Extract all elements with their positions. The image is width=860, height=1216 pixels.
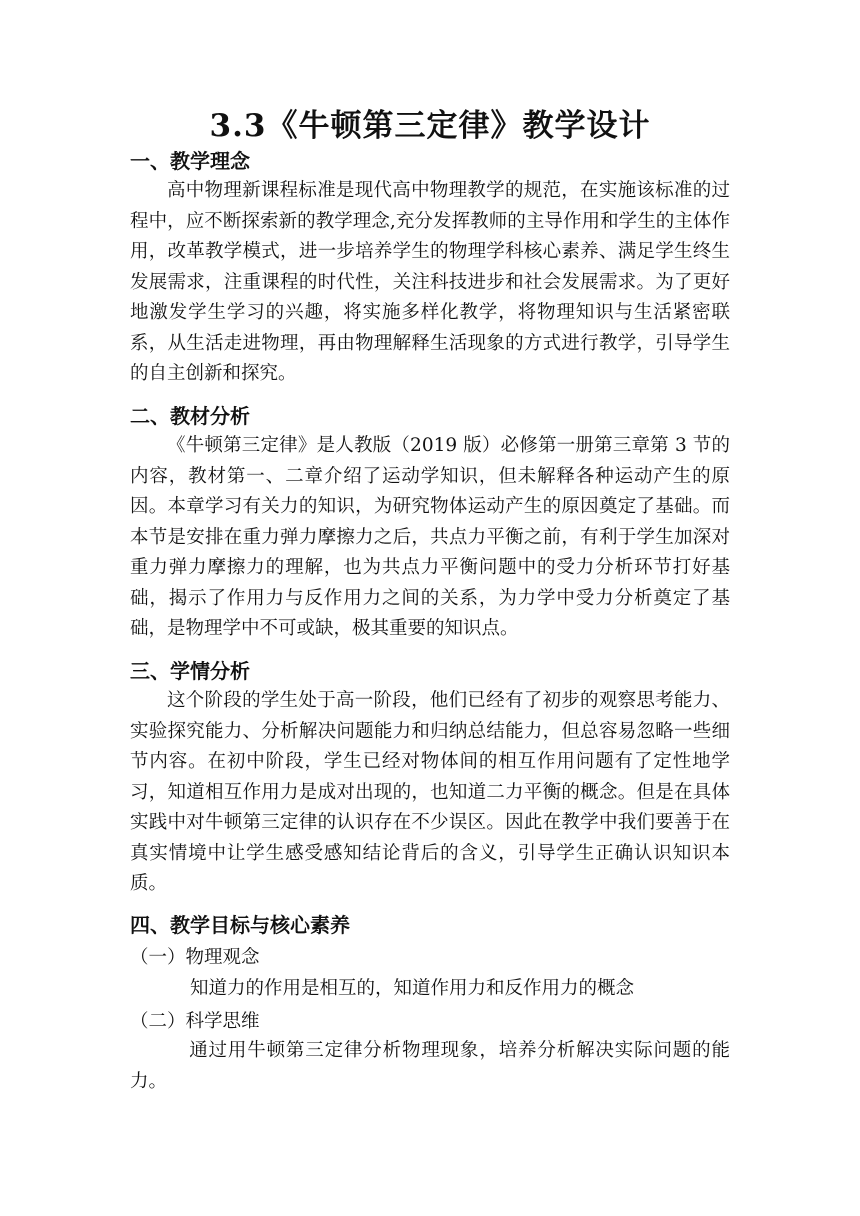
subsection-text-physics-concepts: 知道力的作用是相互的，知道作用力和反作用力的概念 bbox=[190, 978, 635, 999]
section-heading-objectives: 四、教学目标与核心素养 bbox=[130, 913, 350, 937]
section-paragraph-student-analysis: 这个阶段的学生处于高一阶段，他们已经有了初步的观察思考能力、实验探究能力、分析解决问题能力和归纳总结能力，但总容易忽略一些细节内容。在初中阶段，学生已经对物体间的相互作用问题有了定性地学习，知道相互作用力是成对出现的，也知道二力平衡的概念。但是在具体实践中对牛顿第三定律的认识存在不少误区。因此在教学中我们要善于在真实情境中让学生感受感知结论背后的含义，引导学生正确认识知识本质。 bbox=[130, 690, 730, 894]
subsection-label-physics-concepts: （一）物理观念 bbox=[130, 947, 260, 968]
section-heading-textbook-analysis: 二、教材分析 bbox=[130, 404, 250, 428]
subsection-text-scientific-thinking: 通过用牛顿第三定律分析物理现象，培养分析解决实际问题的能力。 bbox=[130, 1040, 730, 1092]
document-title: 3.3《牛顿第三定律》教学设计 bbox=[209, 108, 651, 144]
subsection-label-scientific-thinking: （二）科学思维 bbox=[130, 1011, 260, 1032]
section-heading-teaching-philosophy: 一、教学理念 bbox=[130, 149, 250, 173]
section-paragraph-textbook-analysis: 《牛顿第三定律》是人教版（2019 版）必修第一册第三章第 3 节的内容，教材第一、二章介绍了运动学知识，但未解释各种运动产生的原因。本章学习有关力的知识，为研究物体运动产生的原因奠定了基础。而本节是安排在重力弹力摩擦力之后，共点力平衡之前，有利于学生加深对重力弹力摩擦力的理解，也为共点力平衡问题中的受力分析环节打好基础，揭示了作用力与反作用力之间的关系，为力学中受力分析奠定了基础，是物理学中不可或缺，极其重要的知识点。 bbox=[130, 435, 730, 639]
section-heading-student-analysis: 三、学情分析 bbox=[130, 659, 250, 683]
section-paragraph-teaching-philosophy: 高中物理新课程标准是现代高中物理教学的规范，在实施该标准的过程中，应不断探索新的教学理念,充分发挥教师的主导作用和学生的主体作用，改革教学模式，进一步培养学生的物理学科核心素养、满足学生终生发展需求，注重课程的时代性，关注科技进步和社会发展需求。为了更好地激发学生学习的兴趣，将实施多样化教学，将物理知识与生活紧密联系，从生活走进物理，再由物理解释生活现象的方式进行教学，引导学生的自主创新和探究。 bbox=[130, 180, 730, 384]
